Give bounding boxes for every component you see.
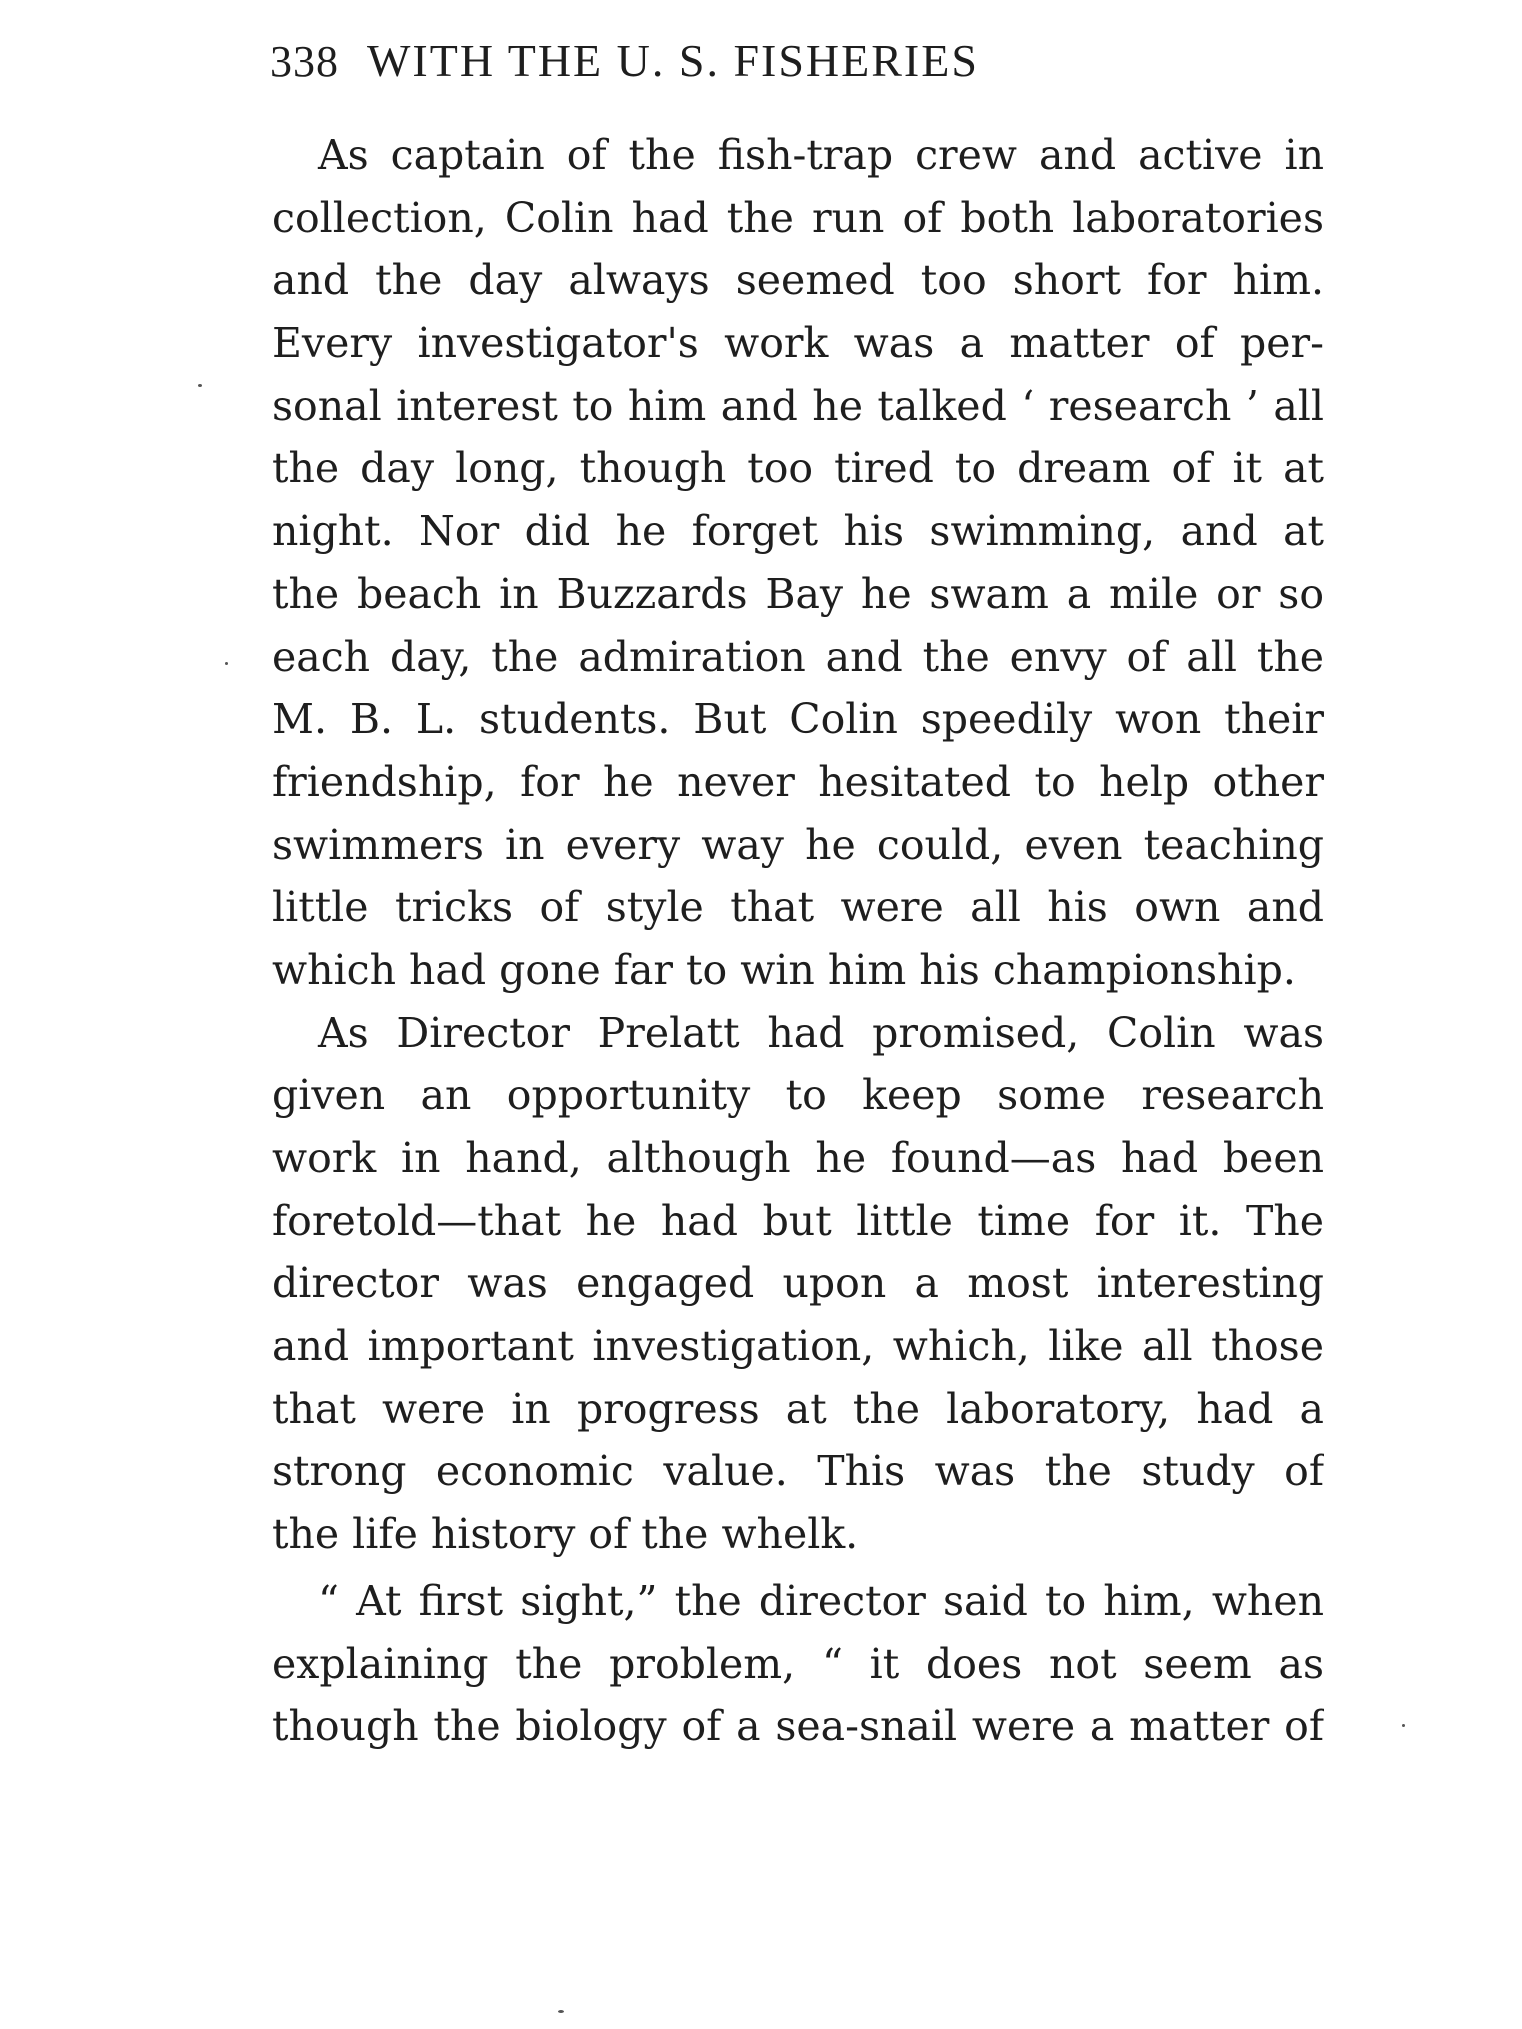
text-line: As Director Prelatt had promised, Colin was bbox=[318, 1008, 1324, 1057]
text-line: night. Nor did he forget his swimming, and at bbox=[272, 507, 1324, 556]
running-head bbox=[270, 34, 1320, 104]
text-line: friendship, for he never hesitated to help other bbox=[272, 757, 1324, 806]
text-line: M. B. L. students. But Colin speedily won their bbox=[272, 695, 1324, 744]
text-line: strong economic value. This was the study of bbox=[272, 1447, 1324, 1496]
text-line: explaining the problem, “ it does not seem as bbox=[272, 1639, 1324, 1688]
scan-speck bbox=[1402, 1724, 1405, 1727]
paragraph-2 bbox=[272, 1002, 1324, 1566]
text-line: and the day always seemed too short for him. bbox=[272, 256, 1324, 305]
text-line: As captain of the fish-trap crew and active in bbox=[318, 131, 1324, 179]
running-title: WITH THE U. S. FISHERIES bbox=[367, 35, 979, 86]
text-line: swimmers in every way he could, even teaching bbox=[272, 820, 1324, 869]
text-line: work in hand, although he found—as had been bbox=[272, 1134, 1324, 1182]
text-line: given an opportunity to keep some research bbox=[272, 1071, 1324, 1120]
page-number: 338 bbox=[270, 37, 339, 86]
text-line: the life history of the whelk. bbox=[272, 1510, 859, 1559]
text-line: sonal interest to him and he talked ‘ research ’ all bbox=[272, 381, 1324, 430]
scan-speck bbox=[225, 662, 228, 665]
text-line: foretold—that he had but little time for it. The bbox=[272, 1196, 1324, 1245]
text-line: though the biology of a sea-snail were a matter of bbox=[272, 1702, 1324, 1751]
text-line: “ At first sight,” the director said to him, when bbox=[318, 1576, 1324, 1625]
text-line: the day long, though too tired to dream of it at bbox=[272, 444, 1324, 493]
text-line: and important investigation, which, like all those bbox=[272, 1322, 1324, 1371]
paragraph-3 bbox=[272, 1570, 1324, 1758]
text-line: which had gone far to win him his championship. bbox=[272, 945, 1296, 994]
text-line: director was engaged upon a most interesting bbox=[272, 1259, 1324, 1308]
scan-speck bbox=[198, 384, 202, 387]
text-line: collection, Colin had the run of both laboratories bbox=[272, 193, 1324, 242]
paragraph-1 bbox=[272, 124, 1324, 1002]
text-line: Every investigator's work was a matter of per- bbox=[272, 319, 1324, 368]
text-line: that were in progress at the laboratory, had a bbox=[272, 1384, 1324, 1433]
text-line: little tricks of style that were all his own and bbox=[272, 883, 1324, 932]
body-text bbox=[272, 124, 1324, 1758]
text-line: the beach in Buzzards Bay he swam a mile or so bbox=[272, 569, 1324, 618]
scan-speck bbox=[558, 2010, 564, 2013]
text-line: each day, the admiration and the envy of all the bbox=[272, 632, 1324, 681]
